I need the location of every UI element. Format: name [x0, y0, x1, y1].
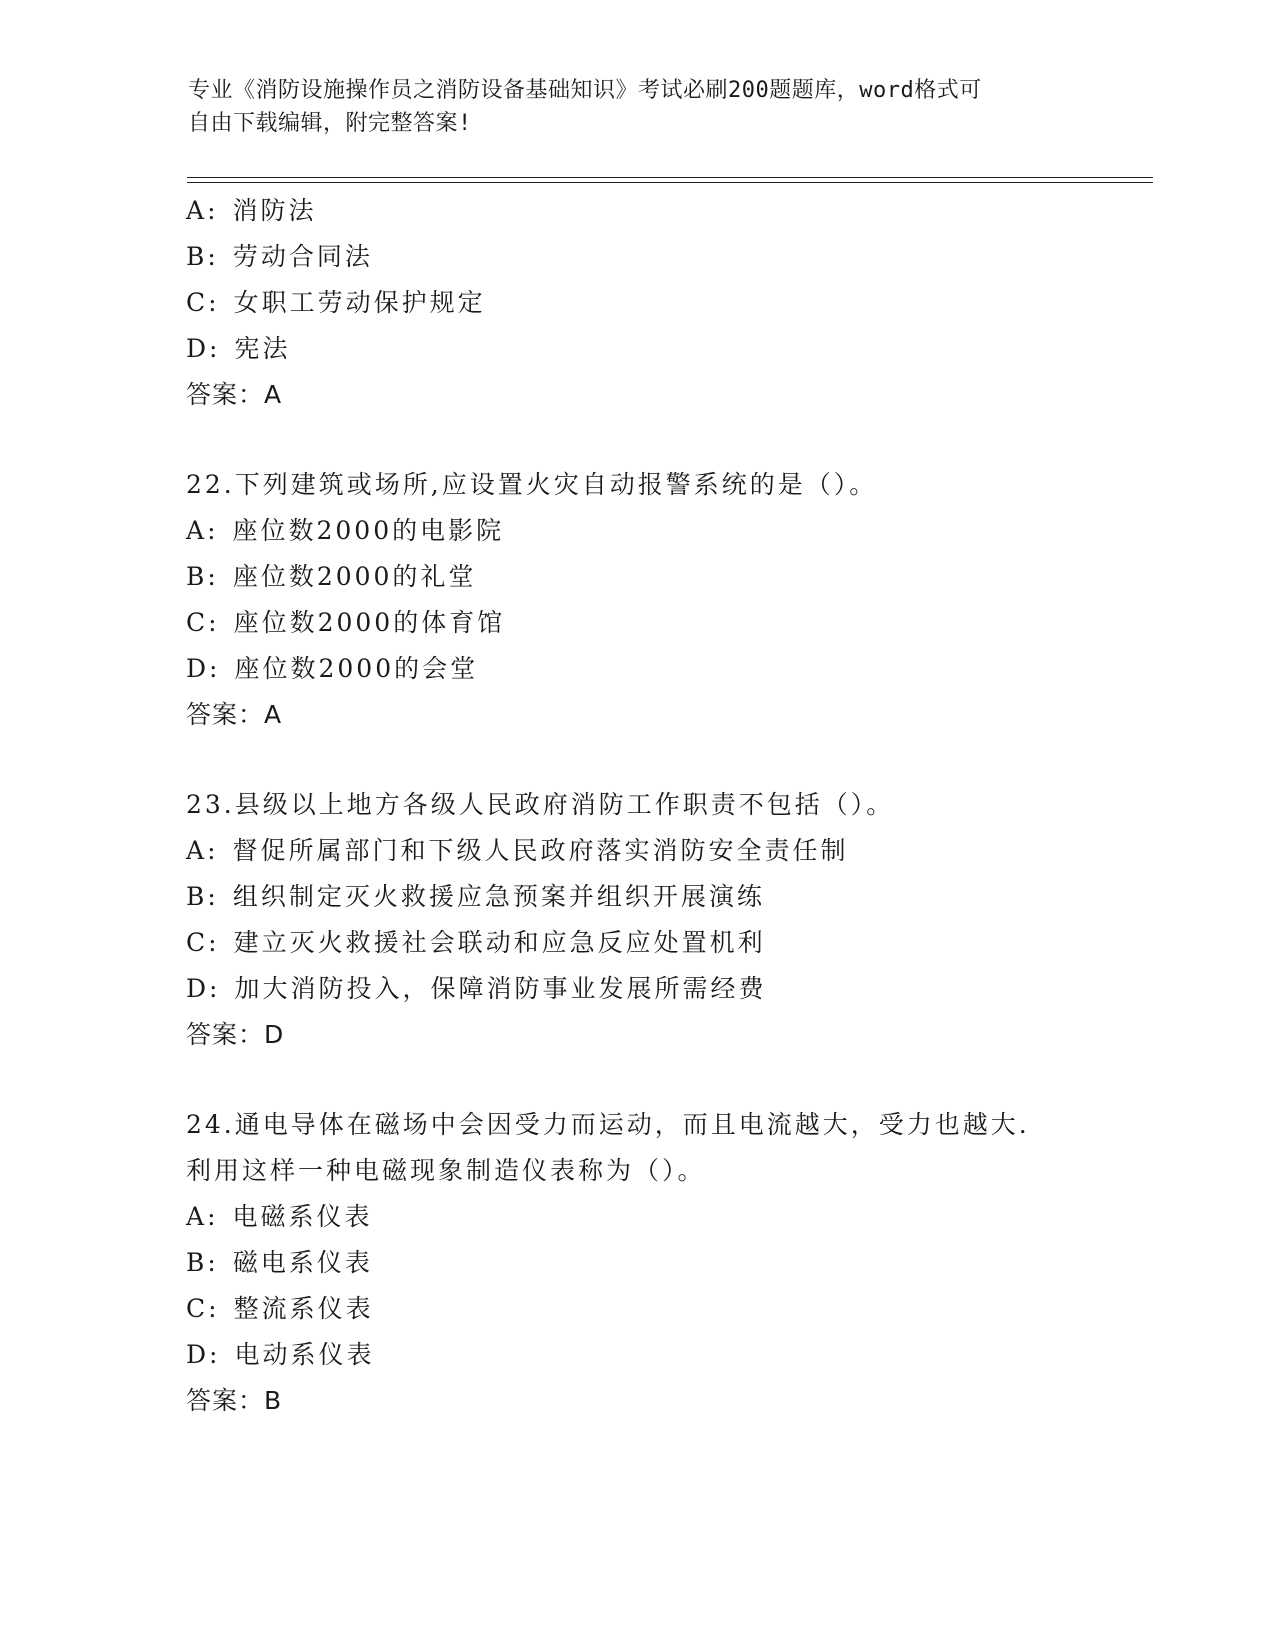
option-label: B: [186, 562, 208, 591]
option-label: A: [186, 196, 208, 225]
option-b: B: 磁电系仪表: [186, 1248, 373, 1277]
option-a: A: 座位数2000的电影院: [186, 516, 505, 545]
option-text: 女职工劳动保护规定: [233, 288, 486, 317]
option-label: A: [186, 836, 208, 865]
option-c: C: 建立灭火救援社会联动和应急反应处置机利: [186, 928, 766, 957]
option-label: B: [186, 1248, 208, 1277]
option-text: 建立灭火救援社会联动和应急反应处置机利: [233, 928, 766, 957]
option-text: 消防法: [232, 196, 317, 225]
option-label: C: [186, 1294, 209, 1323]
option-text: 座位数2000的礼堂: [232, 562, 477, 591]
option-label: C: [186, 288, 209, 317]
option-text: 座位数2000的体育馆: [233, 608, 506, 637]
option-label: D: [186, 334, 210, 363]
option-c: C: 整流系仪表: [186, 1294, 374, 1323]
option-d: D: 加大消防投入，保障消防事业发展所需经费: [186, 974, 767, 1003]
option-a: A: 督促所属部门和下级人民政府落实消防安全责任制: [186, 836, 849, 865]
option-label: B: [186, 882, 208, 911]
answer-line: 答案：B: [186, 1386, 283, 1415]
option-text: 座位数2000的会堂: [234, 654, 479, 683]
document-header: [188, 74, 1088, 140]
header-title-line-2: 自由下载编辑，附完整答案!: [188, 111, 472, 136]
option-c: C: 座位数2000的体育馆: [186, 608, 506, 637]
option-b: B: 劳动合同法: [186, 242, 373, 271]
option-label: B: [186, 242, 208, 271]
option-text: 宪法: [234, 334, 291, 363]
option-d: D: 电动系仪表: [186, 1340, 375, 1369]
option-text: 整流系仪表: [233, 1294, 374, 1323]
header-title-line-1: 专业《消防设施操作员之消防设备基础知识》考试必刷200题题库，word格式可: [188, 78, 982, 103]
option-label: D: [186, 974, 210, 1003]
header-divider-thick: [187, 177, 1153, 178]
option-label: D: [186, 654, 210, 683]
option-label: C: [186, 608, 209, 637]
prev-question-block: [186, 188, 1146, 418]
option-b: B: 组织制定灭火救援应急预案并组织开展演练: [186, 882, 765, 911]
option-text: 电动系仪表: [234, 1340, 375, 1369]
option-text: 磁电系仪表: [232, 1248, 373, 1277]
option-text: 加大消防投入，保障消防事业发展所需经费: [234, 974, 767, 1003]
option-label: C: [186, 928, 209, 957]
option-text: 劳动合同法: [232, 242, 373, 271]
option-d: D: 宪法: [186, 334, 291, 363]
answer-line: 答案：A: [186, 700, 283, 729]
question-22: [186, 462, 1146, 738]
option-label: D: [186, 1340, 210, 1369]
option-label: A: [186, 516, 208, 545]
option-b: B: 座位数2000的礼堂: [186, 562, 477, 591]
answer-line: 答案：D: [186, 1020, 285, 1049]
option-text: 电磁系仪表: [232, 1202, 373, 1231]
question-23: [186, 782, 1146, 1058]
question-stem: 22.下列建筑或场所,应设置火灾自动报警系统的是（）。: [186, 470, 878, 499]
option-text: 组织制定灭火救援应急预案并组织开展演练: [232, 882, 765, 911]
question-stem-line-2: 利用这样一种电磁现象制造仪表称为（）。: [186, 1156, 706, 1185]
option-c: C: 女职工劳动保护规定: [186, 288, 486, 317]
option-a: A: 消防法: [186, 196, 317, 225]
answer-line: 答案：A: [186, 380, 283, 409]
question-stem-line-1: 24.通电导体在磁场中会因受力而运动，而且电流越大，受力也越大.: [186, 1110, 1030, 1139]
option-text: 座位数2000的电影院: [232, 516, 505, 545]
option-text: 督促所属部门和下级人民政府落实消防安全责任制: [232, 836, 849, 865]
option-label: A: [186, 1202, 208, 1231]
option-a: A: 电磁系仪表: [186, 1202, 373, 1231]
header-divider-thin: [187, 182, 1153, 183]
option-d: D: 座位数2000的会堂: [186, 654, 479, 683]
question-24: [186, 1102, 1146, 1424]
question-content: [186, 188, 1146, 1424]
question-stem: 23.县级以上地方各级人民政府消防工作职责不包括（）。: [186, 790, 895, 819]
